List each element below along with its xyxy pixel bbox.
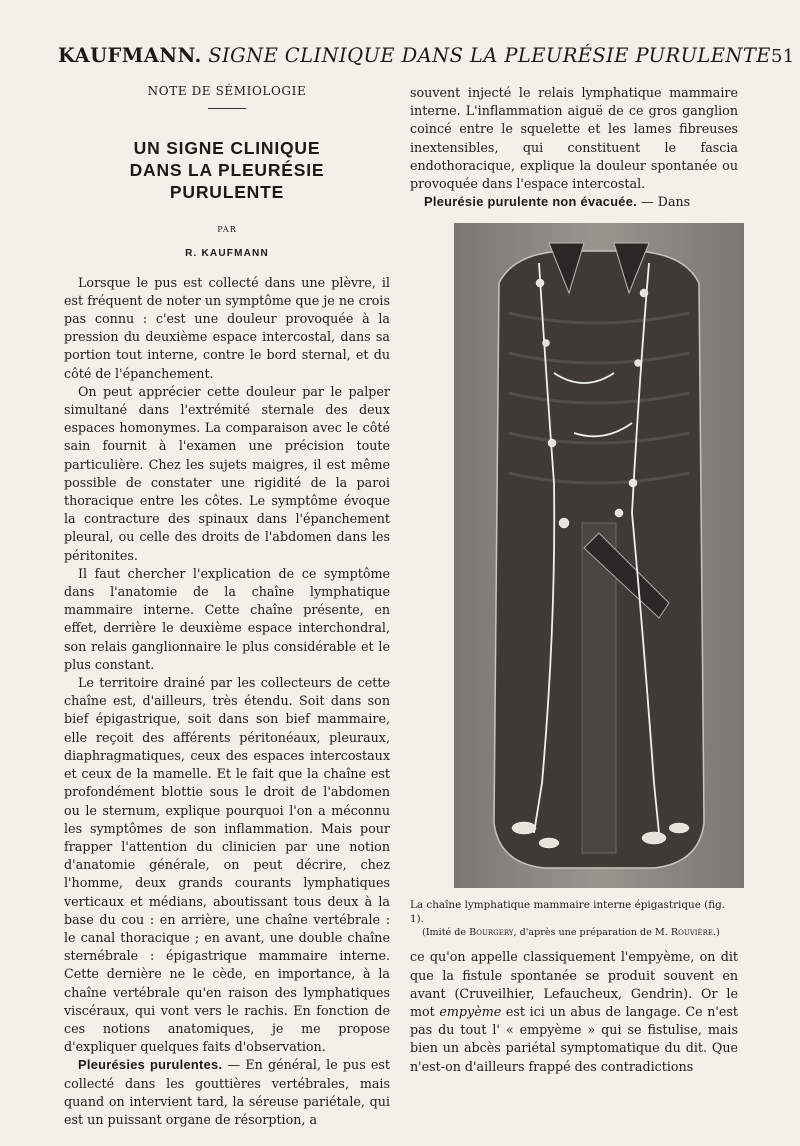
section-label: NOTE DE SÉMIOLOGIE <box>147 84 307 98</box>
paragraph-empyeme: ce qu'on appelle classiquement l'empyème, on dit que la fistule spontanée se produit souvent en avant (Cruveilhier, Lefaucheux, Gendrin). Or le mot empyème est ici un abus de langage. Ce n'est pas du tout l' « empyème » qui se fistulise, mais bien un abcès pariétal symptomatique du dit. Que n'est-on d'ailleurs frappé des contradictions <box>410 949 738 1074</box>
page-number: 51 <box>770 46 795 67</box>
article-title-line3: PURULENTE <box>169 182 285 203</box>
subhead-non-evacuee: Pleurésie purulente non évacuée. <box>424 194 638 210</box>
figure-credit: (Imité de Bourgery, d'après une préparation de M. Rouvière.) <box>422 927 720 939</box>
anatomical-figure <box>454 223 744 888</box>
paragraph-continued: souvent injecté le relais lymphatique mammaire interne. L'inflammation aiguë de ce gros ganglion coincé entre le squelette et les lames fibreuses inextensibles, qui constituent le fascia endothoracique, explique la douleur spontanée ou provoquée dans l'espace intercostal. <box>410 85 738 192</box>
figure-caption: La chaîne lymphatique mammaire interne épigastrique (fig. 1). <box>410 899 726 926</box>
running-header <box>58 44 795 67</box>
paragraph-non-evacuee: Pleurésie purulente non évacuée. — Dans <box>424 194 691 210</box>
paragraph: On peut apprécier cette douleur par le palper simultané dans l'extrémité sternale des deux espaces homonymes. La comparaison avec le côté sain fournit à l'examen une précision toute particulière. Chez les sujets maigres, il est même possible de constater une rigidité de la paroi thoracique entre les côtes. Le symptôme évoque la contracture des spinaux dans l'épanchement pleural, ou celle des droits de l'abdomen dans les péritonites. <box>64 383 390 563</box>
title-divider <box>208 108 246 109</box>
subhead-pleuresies: Pleurésies purulentes. <box>78 1057 223 1073</box>
paragraph: Il faut chercher l'explication de ce symptôme dans l'anatomie de la chaîne lymphatique mammaire interne. Cette chaîne présente, en effet, derrière le deuxième espace interchondral, son relais ganglionnaire le plus considérable et le plus constant. <box>64 565 390 672</box>
left-column <box>64 84 390 1129</box>
lymphatic-chain-illustration <box>454 223 744 888</box>
right-column <box>410 84 738 1076</box>
paragraph: Lorsque le pus est collecté dans une plèvre, il est fréquent de noter un symptôme que je ne crois pas connu : c'est une douleur provoquée à la pression du deuxième espace intercostal, dans sa portion tout interne, contre le bord sternal, et du côté de l'épanchement. <box>64 274 390 381</box>
byline: R. KAUFMANN <box>185 248 269 260</box>
par-label: PAR <box>217 225 237 235</box>
header-title: SIGNE CLINIQUE DANS LA PLEURÉSIE PURULENTE <box>208 44 771 67</box>
paragraph: Le territoire drainé par les collecteurs de cette chaîne est, d'ailleurs, très étendu. Soit dans son bief épigastrique, soit dans son bief mammaire, elle reçoit des afférents péritonéaux, pleuraux, diaphragmatiques, ceux des espaces intercostaux et ceux de la mamelle. Et le fait que la chaîne est profondément blottie sous le droit de l'abdomen ou le sternum, explique pourquoi l'on a méconnu les symptômes de son inflammation. Mais pour frapper l'attention du clinicien par une notion d'anatomie générale, on peut décrire, chez l'homme, deux grands courants lymphatiques verticaux et médians, aboutissant tous deux à la base du cou : en arrière, une chaîne vertébrale : le canal thoracique ; en avant, une double chaîne sternébrale : épigastrique mammaire interne. Cette dernière ne le cède, en importance, à la chaîne vertébrale qu'en raison des lymphatiques viscéraux, qui vont vers le rachis. En fonction de ces notions anatomiques, je me propose d'expliquer quelques faits d'observation. <box>64 675 390 1055</box>
article-title-line2: DANS LA PLEURÉSIE <box>129 160 325 181</box>
header-author: KAUFMANN. SIGNE CLINIQUE DANS LA PLEURÉSIE PURULENTE <box>58 44 771 67</box>
paragraph-pleuresies: Pleurésies purulentes. — En général, le pus est collecté dans les gouttières vertébrales, mais quand on intervient tard, la séreuse pariétale, qui est un puissant organe de résorption, a <box>64 1057 391 1127</box>
article-title-line1: UN SIGNE CLINIQUE <box>133 138 321 159</box>
